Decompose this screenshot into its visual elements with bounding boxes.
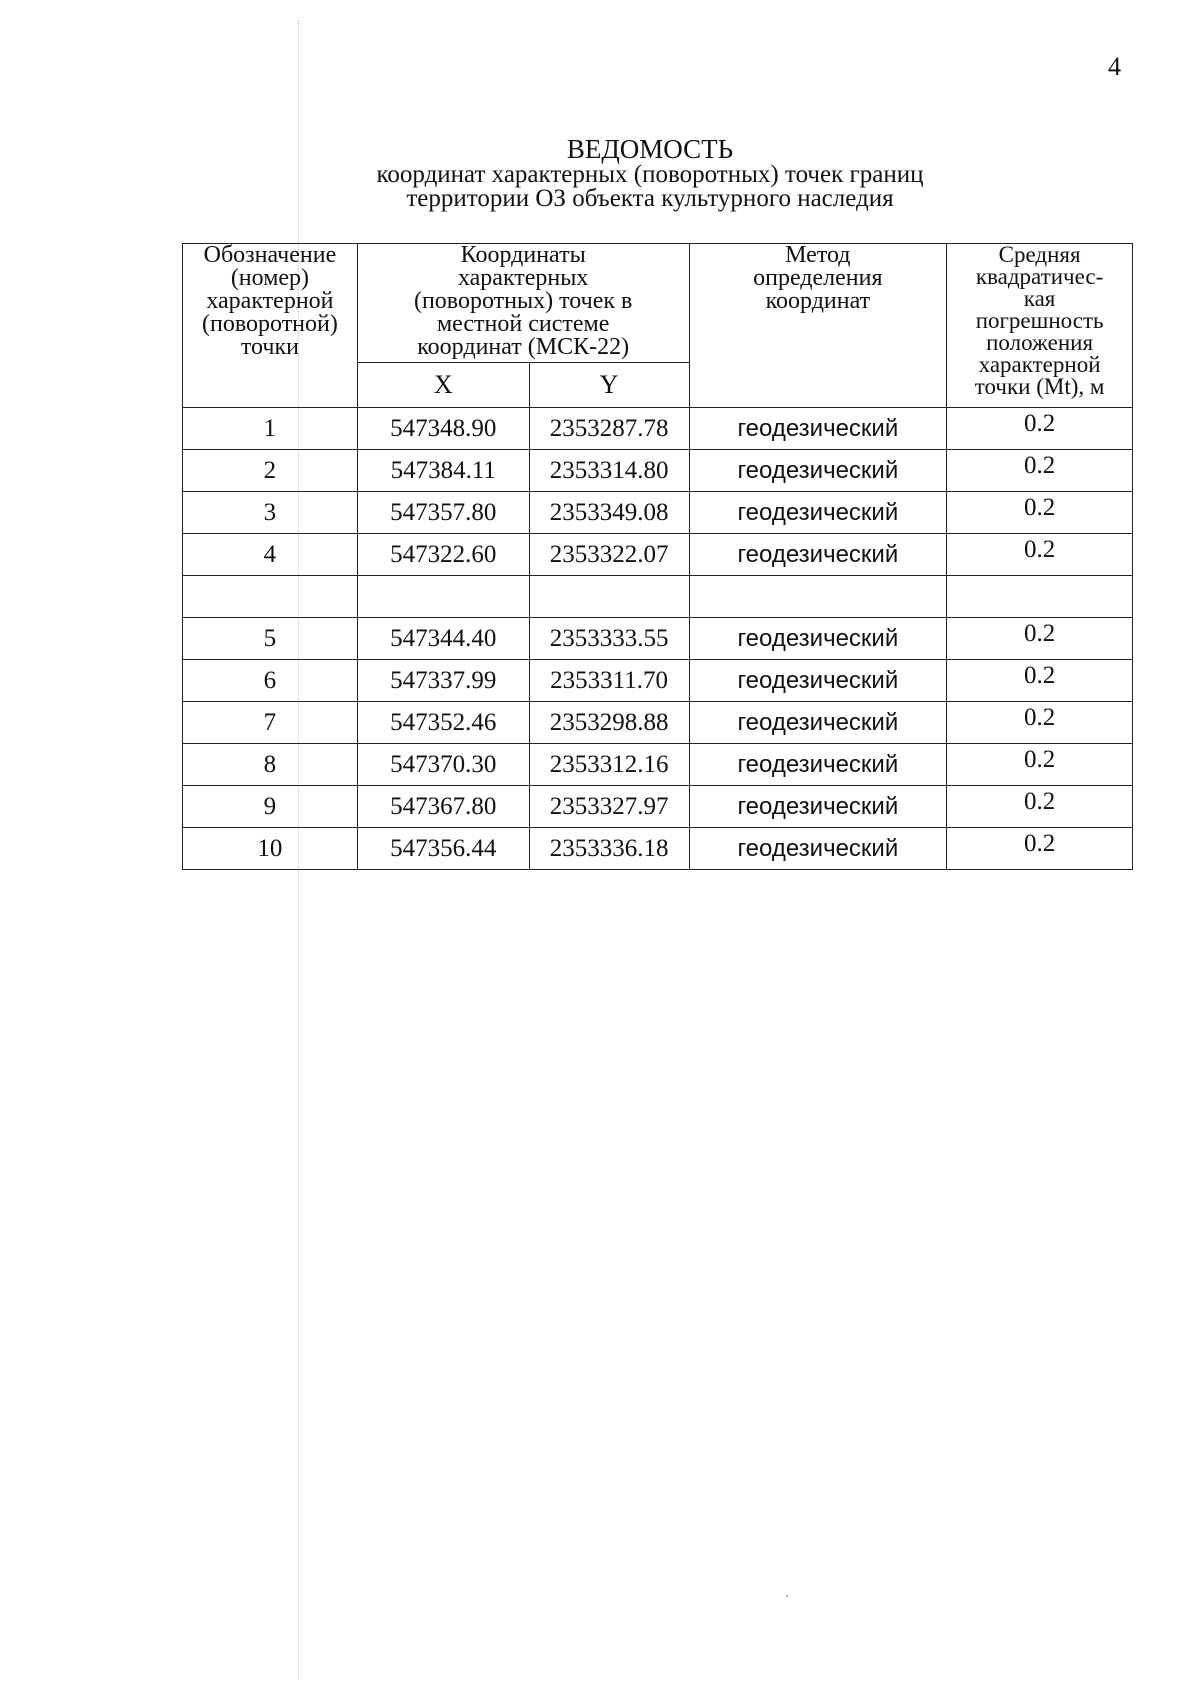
cell-method: геодезический (689, 534, 947, 576)
document-heading (300, 135, 1000, 211)
header-coords-line: (поворотных) точек в (413, 288, 633, 314)
document-title: ВЕДОМОСТЬ (566, 134, 734, 164)
table-row (183, 744, 1133, 786)
table-row (183, 618, 1133, 660)
cell-error: 0.2 (947, 702, 1133, 744)
cell-x: 547344.40 (357, 618, 529, 660)
cell-x: 547384.11 (357, 450, 529, 492)
cell-y: 2353336.18 (529, 828, 689, 870)
header-point-line: характерной (206, 288, 334, 314)
cell-y: 2353327.97 (529, 786, 689, 828)
table-row-blank (183, 576, 1133, 618)
cell-x: 547352.46 (357, 702, 529, 744)
table-row (183, 660, 1133, 702)
cell-y: 2353287.78 (529, 408, 689, 450)
cell-error: 0.2 (947, 786, 1133, 828)
cell-error: 0.2 (947, 408, 1133, 450)
header-method-line: определения (753, 265, 883, 291)
cell-method (689, 576, 947, 618)
cell-method: геодезический (689, 492, 947, 534)
cell-x: 547348.90 (357, 408, 529, 450)
header-point-line: Обозначение (203, 242, 337, 268)
header-method (689, 244, 947, 408)
cell-y: 2353333.55 (529, 618, 689, 660)
document-subtitle-line-2: территории ОЗ объекта культурного наследия (406, 185, 894, 212)
cell-point-number: 7 (183, 702, 358, 744)
cell-method: геодезический (689, 618, 947, 660)
scan-speck (786, 1595, 788, 1597)
cell-method: геодезический (689, 450, 947, 492)
cell-point-number (183, 576, 358, 618)
header-x: X (357, 363, 529, 408)
cell-x: 547367.80 (357, 786, 529, 828)
cell-point-number: 9 (183, 786, 358, 828)
header-method-line: координат (765, 288, 871, 314)
cell-method: геодезический (689, 660, 947, 702)
cell-y: 2353349.08 (529, 492, 689, 534)
header-point-designation (183, 244, 358, 408)
header-error-line: характерной (978, 352, 1101, 377)
cell-x: 547357.80 (357, 492, 529, 534)
cell-x: 547370.30 (357, 744, 529, 786)
cell-method: геодезический (689, 786, 947, 828)
page-number: 4 (1108, 52, 1121, 81)
header-y: Y (529, 363, 689, 408)
table-row (183, 786, 1133, 828)
cell-error (947, 576, 1133, 618)
header-error-line: кая (1023, 286, 1056, 311)
cell-x: 547337.99 (357, 660, 529, 702)
table-row (183, 492, 1133, 534)
cell-x: 547356.44 (357, 828, 529, 870)
header-coords-line: координат (МСК-22) (417, 334, 630, 360)
cell-error: 0.2 (947, 534, 1133, 576)
header-error-line: точки (Mt), м (974, 374, 1105, 399)
cell-point-number: 3 (183, 492, 358, 534)
cell-method: геодезический (689, 702, 947, 744)
header-mean-square-error (947, 244, 1133, 408)
header-coords-line: Координаты (460, 242, 586, 268)
header-error-line: погрешность (975, 308, 1104, 333)
coordinates-table (182, 243, 1133, 870)
cell-x (357, 576, 529, 618)
cell-method: геодезический (689, 828, 947, 870)
header-coords-line: характерных (457, 265, 589, 291)
cell-method: геодезический (689, 744, 947, 786)
table-row (183, 450, 1133, 492)
cell-point-number: 6 (183, 660, 358, 702)
cell-error: 0.2 (947, 828, 1133, 870)
header-point-line: (номер) (230, 265, 310, 291)
cell-point-number: 5 (183, 618, 358, 660)
cell-error: 0.2 (947, 660, 1133, 702)
cell-y: 2353298.88 (529, 702, 689, 744)
cell-y: 2353322.07 (529, 534, 689, 576)
header-coordinates (357, 244, 689, 363)
cell-error: 0.2 (947, 492, 1133, 534)
cell-x: 547322.60 (357, 534, 529, 576)
header-coords-line: местной системе (436, 311, 610, 337)
table-row (183, 702, 1133, 744)
cell-point-number: 1 (183, 408, 358, 450)
cell-y: 2353311.70 (529, 660, 689, 702)
header-point-line: точки (240, 334, 299, 360)
cell-y: 2353312.16 (529, 744, 689, 786)
cell-method: геодезический (689, 408, 947, 450)
cell-y (529, 576, 689, 618)
cell-error: 0.2 (947, 744, 1133, 786)
header-error-line: Средняя (998, 242, 1081, 267)
cell-point-number: 4 (183, 534, 358, 576)
cell-point-number: 8 (183, 744, 358, 786)
table-row (183, 534, 1133, 576)
cell-point-number: 2 (183, 450, 358, 492)
table-row (183, 828, 1133, 870)
header-error-line: положения (986, 330, 1094, 355)
header-error-line: квадратичес- (975, 264, 1104, 289)
cell-error: 0.2 (947, 450, 1133, 492)
coordinates-table-body (183, 408, 1133, 870)
table-row (183, 408, 1133, 450)
cell-error: 0.2 (947, 618, 1133, 660)
cell-y: 2353314.80 (529, 450, 689, 492)
header-method-line: Метод (785, 242, 851, 268)
cell-point-number: 10 (183, 828, 358, 870)
header-point-line: (поворотной) (202, 311, 338, 337)
document-subtitle-line-1: координат характерных (поворотных) точек границ (376, 161, 924, 188)
